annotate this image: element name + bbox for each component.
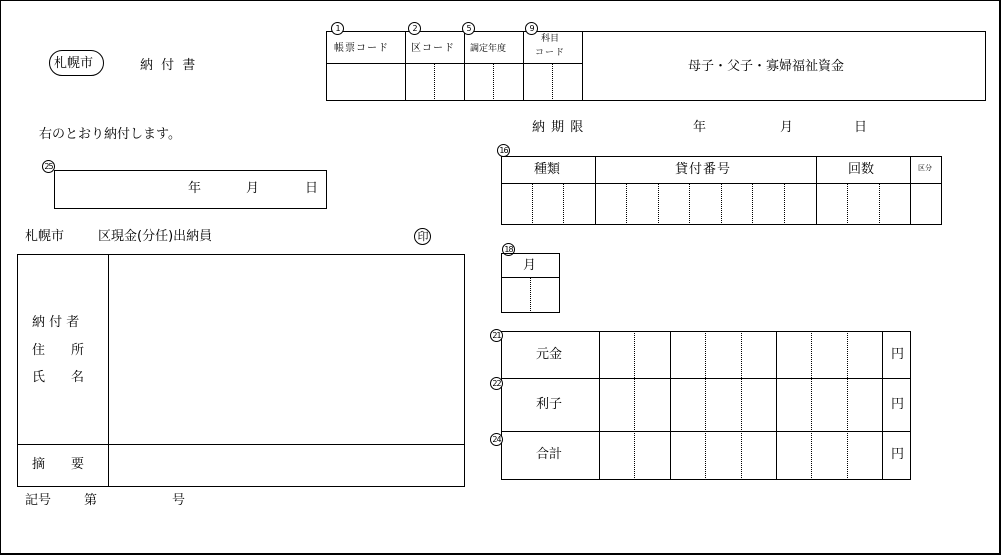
col-type-label: 種類 bbox=[534, 162, 561, 177]
city-stamp-text: 札幌市 bbox=[54, 56, 94, 71]
col-loan-number-label: 貸付番号 bbox=[675, 162, 732, 177]
yen-mark-interest: 円 bbox=[891, 397, 905, 412]
month-label: 月 bbox=[523, 258, 537, 273]
interest-label: 利子 bbox=[536, 397, 563, 412]
document-title: 納 付 書 bbox=[140, 58, 198, 73]
cashier-city: 札幌市 bbox=[25, 229, 65, 244]
ward-code-label: 区コード bbox=[411, 43, 455, 54]
circle-2: 2 bbox=[408, 22, 421, 35]
payer-label-line3: 氏 名 bbox=[32, 370, 85, 385]
date-month-label: 月 bbox=[246, 181, 260, 196]
circle-1: 1 bbox=[331, 22, 344, 35]
summary-label: 摘 要 bbox=[32, 457, 85, 472]
circle-25: 25 bbox=[42, 160, 55, 173]
due-day-label: 日 bbox=[854, 120, 868, 135]
due-month-label: 月 bbox=[780, 120, 794, 135]
instruction-text: 右のとおり納付します。 bbox=[39, 127, 181, 142]
yen-mark-principal: 円 bbox=[891, 347, 905, 362]
circle-24: 24 bbox=[490, 433, 503, 446]
principal-label: 元金 bbox=[536, 347, 563, 362]
due-date-label: 納 期 限 bbox=[532, 120, 585, 135]
total-label: 合計 bbox=[536, 447, 563, 462]
circle-9: 9 bbox=[525, 22, 538, 35]
payer-label-line1: 納 付 者 bbox=[32, 315, 80, 330]
yen-mark-total: 円 bbox=[891, 447, 905, 462]
date-day-label: 日 bbox=[305, 181, 319, 196]
city-stamp bbox=[49, 50, 104, 76]
circle-22: 22 bbox=[490, 377, 503, 390]
circle-21: 21 bbox=[490, 329, 503, 342]
date-year-label: 年 bbox=[188, 181, 202, 196]
form-code-label: 帳票コード bbox=[334, 43, 389, 54]
fund-name: 母子・父子・寡婦福祉資金 bbox=[688, 59, 845, 74]
circle-18: 18 bbox=[502, 243, 515, 256]
sign-label: 記号 bbox=[25, 493, 52, 508]
circle-16: 16 bbox=[497, 144, 510, 157]
due-year-label: 年 bbox=[693, 120, 707, 135]
code-table bbox=[326, 31, 986, 101]
seal-mark: 印 bbox=[414, 228, 431, 245]
col-category-label: 区分 bbox=[918, 164, 932, 172]
payer-box bbox=[17, 254, 465, 487]
subject-code-label-top: 科目 bbox=[541, 34, 560, 44]
subject-code-label-bottom: コード bbox=[535, 48, 566, 58]
assessment-year-label: 調定年度 bbox=[470, 44, 507, 54]
amount-table bbox=[501, 331, 911, 480]
circle-5: 5 bbox=[462, 22, 475, 35]
sign-number-prefix: 第 bbox=[84, 493, 98, 508]
payer-label-line2: 住 所 bbox=[32, 343, 85, 358]
sign-number-suffix: 号 bbox=[172, 493, 186, 508]
cashier-title: 区現金(分任)出納員 bbox=[98, 229, 213, 244]
col-count-label: 回数 bbox=[848, 162, 875, 177]
